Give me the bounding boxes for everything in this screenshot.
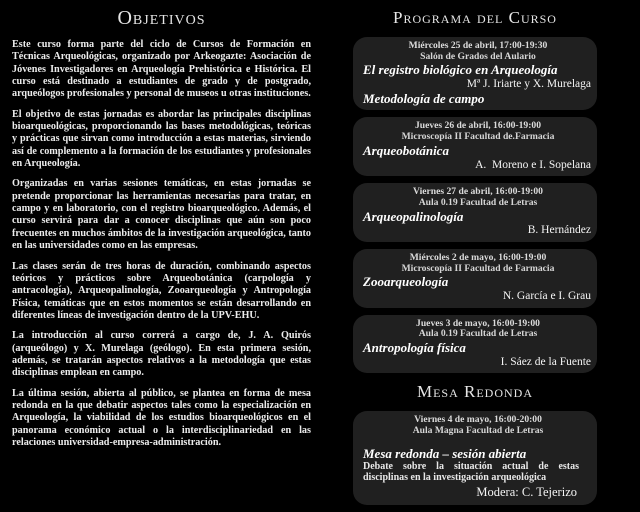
objetivos-paragraph-4: Las clases serán de tres horas de duración, combinando aspectos teóricos y prácticos sobre Arqueobotánica (carpología y antracología), Arqueopalinología, Zooarqueología y Antropología Física, temáticas que en estos momentos se están desarrollando en diferentes líneas de investigación dentro de la UPV-EHU. [12, 260, 311, 321]
programa-section [353, 5, 597, 512]
session-2-date: Jueves 26 de abril, 16:00-19:00 [414, 120, 542, 132]
session-1-location: Salón de Grados del Aulario [420, 50, 536, 62]
session-1-speaker: Mª J. Iriarte y X. Murelaga [466, 78, 591, 91]
objetivos-section [12, 7, 311, 457]
objetivos-paragraph-5: La introducción al curso correrá a cargo de, J. A. Quirós (arqueólogo) y X. Murelaga (geólogo). En esta primera sesión, además, se tratarán aspectos relativos a la metodología que estas disciplinas emplean en campo. [12, 330, 311, 379]
session-4-date: Miércoles 2 de mayo, 16:00-19:00 [409, 251, 547, 263]
objetivos-paragraph-6: La última sesión, abierta al público, se plantea en forma de mesa redonda en la que debatir aspectos tales como la especialización en Arqueología, la viabilidad de los estudios bioarqueológicos en el panorama económico actual o la interdisciplinariedad en las relaciones universidad-empresa-administración. [12, 387, 311, 448]
objetivos-paragraph-2: El objetivo de estas jornadas es abordar las principales disciplinas bioarqueológicas, proporcionando las bases metodológicas, teóricas y prácticas que sirvan como introducción a estas materias, sirviendo así de complemento a la formación de los estudiantes y profesionales en Arqueología. [12, 108, 311, 170]
roundtable-description: Debate sobre la situación actual de estas disciplinas en la investigación arqueológica [363, 460, 579, 484]
mesa-redonda-title: Mesa Redonda [416, 382, 534, 402]
roundtable-moderator: Modera: C. Tejerizo [476, 485, 577, 500]
session-card-4 [353, 249, 597, 308]
session-1-date: Miércoles 25 de abril, 17:00-19:30 [408, 40, 548, 51]
session-card-5 [353, 315, 597, 374]
roundtable-session-title: Mesa redonda – sesión abierta [363, 445, 527, 461]
objetivos-title: Objetivos [117, 7, 206, 29]
session-3-location: Aula 0.19 Facultad de Letras [418, 196, 538, 208]
roundtable-date: Viernes 4 de mayo, 16:00-20:00 [414, 414, 542, 426]
session-2-location: Microscopía II Facultad de.Farmacia [401, 131, 555, 143]
session-4-location: Microscopía II Facultad de Farmacia [401, 262, 555, 274]
session-2-title: Arqueobotánica [363, 142, 449, 158]
roundtable-location: Aula Magna Facultad de Letras [412, 425, 544, 437]
session-3-date: Viernes 27 de abril, 16:00-19:00 [413, 186, 543, 198]
session-5-speaker: I. Sáez de la Fuente [500, 355, 591, 368]
session-card-1 [353, 37, 597, 110]
session-4-title: Zooarqueología [363, 274, 449, 290]
session-1-title-2: Metodología de campo [363, 90, 485, 106]
session-5-location: Aula 0.19 Facultad de Letras [418, 328, 538, 340]
session-card-3 [353, 183, 597, 242]
session-2-speaker: A. Moreno e I. Sopelana [475, 158, 591, 171]
session-card-2 [353, 117, 597, 176]
session-4-speaker: N. García e I. Grau [502, 290, 591, 302]
objetivos-paragraph-1: Este curso forma parte del ciclo de Cursos de Formación en Técnicas Arqueológicas, organizado por Arkeogazte: Asociación de Jóvenes Investigadores en Arqueología Prehistórica e Histórica. El curso está destinado a estudiantes de grado y de postgrado, arqueólogos profesionales y personal de museos u otras instituciones. [12, 39, 311, 100]
session-3-title: Arqueopalinología [363, 208, 464, 224]
session-5-title: Antropología física [363, 340, 466, 356]
session-3-speaker: B. Hernández [527, 224, 591, 237]
session-5-date: Jueves 3 de mayo, 16:00-19:00 [416, 317, 540, 329]
session-1-title: El registro biológico en Arqueología [363, 62, 558, 78]
roundtable-card [353, 411, 597, 505]
objetivos-paragraph-3: Organizadas en varias sesiones temáticas, en estas jornadas se pretende proporcionar las herramientas necesarias para tratar, en campo y en laboratorio, con el registro bioarqueológico. Además, el curso servirá para dar a conocer disciplinas que aún son poco frecuentes en muchos ámbitos de la investigación arqueológica, tanto en las universidades como en las empresas. [12, 178, 311, 252]
programa-title: Programa del Curso [393, 8, 557, 27]
